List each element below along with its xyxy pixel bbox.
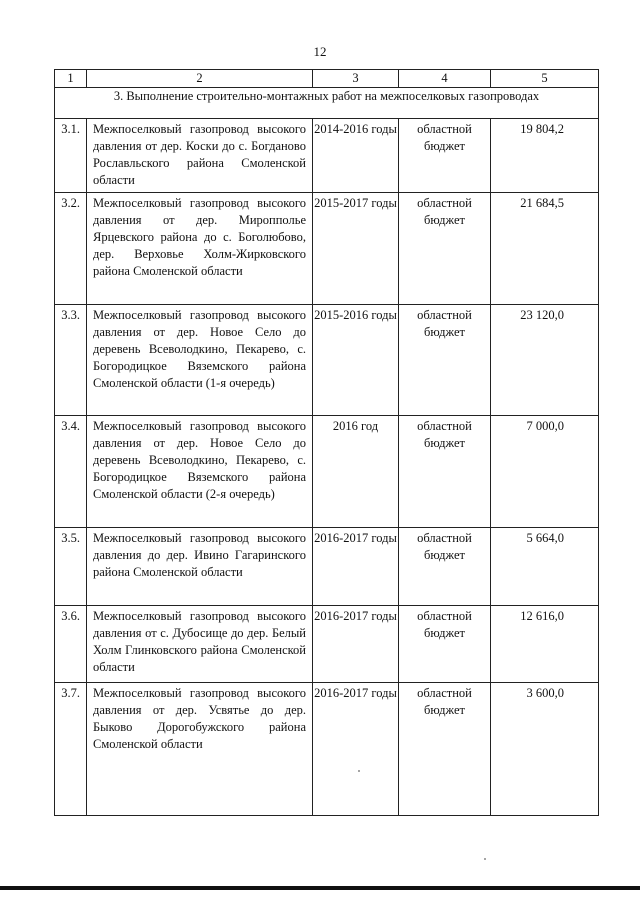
amount: 5 664,0 xyxy=(491,528,599,606)
section-title: 3. Выполнение строительно-монтажных работ на межпоселковых газопроводах xyxy=(55,88,599,119)
table-row xyxy=(55,606,599,683)
amount: 21 684,5 xyxy=(491,193,599,305)
row-number: 3.6. xyxy=(55,606,87,683)
project-name: Межпоселковый газопровод высокого давления до дер. Ивино Гагаринского района Смоленской области xyxy=(87,528,313,606)
amount: 3 600,0 xyxy=(491,683,599,816)
period: 2016-2017 годы xyxy=(313,606,399,683)
program-table xyxy=(54,69,599,816)
row-number: 3.5. xyxy=(55,528,87,606)
row-number: 3.3. xyxy=(55,305,87,416)
project-name: Межпоселковый газопровод высокого давления от дер. Новое Село до деревень Всеволодкино, Пекарево, с. Богородицкое Вяземского района Смоленской области (2-я очередь) xyxy=(87,416,313,528)
table-row xyxy=(55,528,599,606)
table-row xyxy=(55,683,599,816)
page-number: 12 xyxy=(313,44,327,59)
column-header: 2 xyxy=(87,70,313,88)
project-name: Межпоселковый газопровод высокого давления от дер. Новое Село до деревень Всеволодкино, Пекарево, с. Богородицкое Вяземского района Смоленской области (1-я очередь) xyxy=(87,305,313,416)
funding-source: областной бюджет xyxy=(399,416,491,528)
row-number: 3.7. xyxy=(55,683,87,816)
scan-speck xyxy=(358,770,360,772)
funding-source: областной бюджет xyxy=(399,683,491,816)
row-number: 3.4. xyxy=(55,416,87,528)
funding-source: областной бюджет xyxy=(399,119,491,193)
period: 2015-2016 годы xyxy=(313,305,399,416)
column-header: 3 xyxy=(313,70,399,88)
table-row xyxy=(55,193,599,305)
table-row xyxy=(55,119,599,193)
column-header: 5 xyxy=(491,70,599,88)
section-row xyxy=(55,88,599,119)
amount: 7 000,0 xyxy=(491,416,599,528)
column-number-row xyxy=(55,70,599,88)
table-row xyxy=(55,305,599,416)
column-header: 1 xyxy=(55,70,87,88)
funding-source: областной бюджет xyxy=(399,305,491,416)
scan-edge-line xyxy=(0,886,640,890)
amount: 19 804,2 xyxy=(491,119,599,193)
scan-speck xyxy=(484,858,486,860)
amount: 12 616,0 xyxy=(491,606,599,683)
amount: 23 120,0 xyxy=(491,305,599,416)
funding-source: областной бюджет xyxy=(399,606,491,683)
funding-source: областной бюджет xyxy=(399,528,491,606)
project-name: Межпоселковый газопровод высокого давления от дер. Усвятье до дер. Быково Дорогобужского района Смоленской области xyxy=(87,683,313,816)
period: 2014-2016 годы xyxy=(313,119,399,193)
row-number: 3.1. xyxy=(55,119,87,193)
table-row xyxy=(55,416,599,528)
period: 2015-2017 годы xyxy=(313,193,399,305)
column-header: 4 xyxy=(399,70,491,88)
row-number: 3.2. xyxy=(55,193,87,305)
project-name: Межпоселковый газопровод высокого давления от дер. Коски до с. Богданово Рославльского района Смоленской области xyxy=(87,119,313,193)
period: 2016-2017 годы xyxy=(313,683,399,816)
project-name: Межпоселковый газопровод высокого давления от с. Дубосище до дер. Белый Холм Глинковского района Смоленской области xyxy=(87,606,313,683)
period: 2016 год xyxy=(313,416,399,528)
period: 2016-2017 годы xyxy=(313,528,399,606)
project-name: Межпоселковый газопровод высокого давления от дер. Миропполье Ярцевского района до с. Боголюбово, дер. Верховье Холм-Жирковского района Смоленской области xyxy=(87,193,313,305)
funding-source: областной бюджет xyxy=(399,193,491,305)
